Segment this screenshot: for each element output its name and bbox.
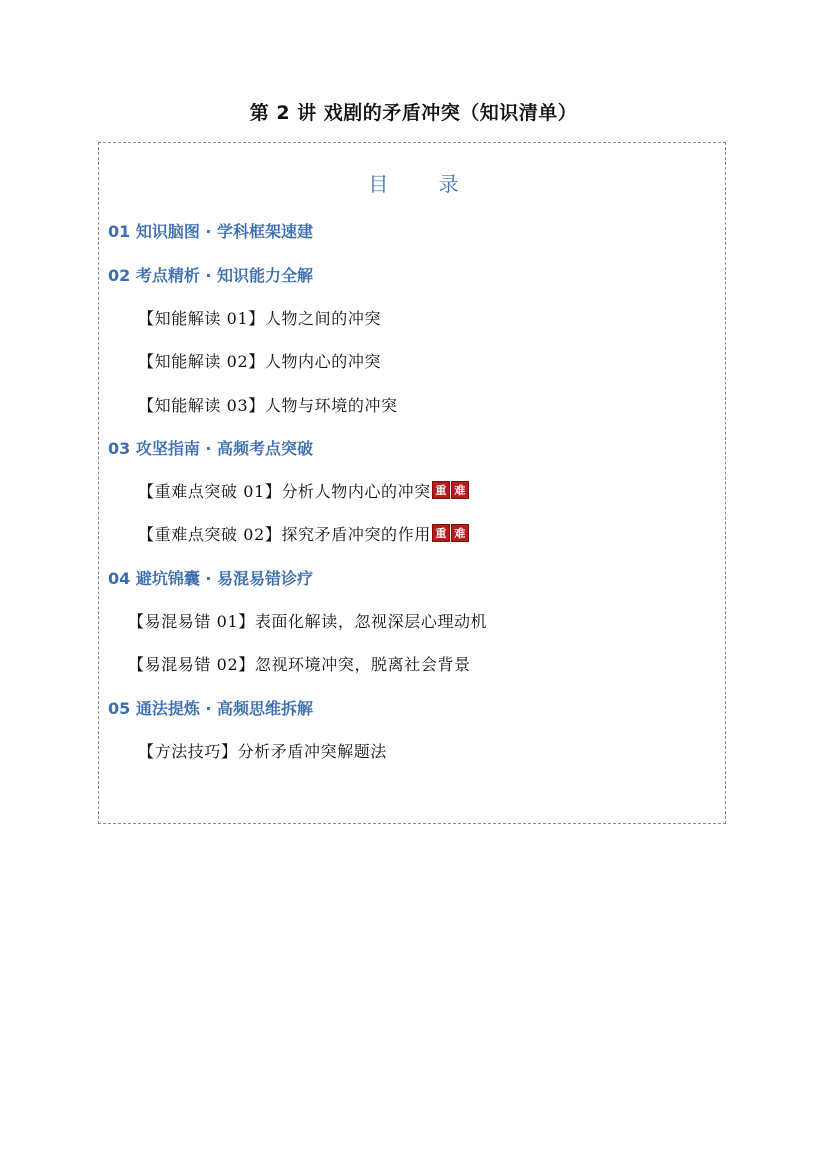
toc-item-zhongnan-01[interactable] [138, 479, 469, 502]
toc-section-01[interactable]: 01 知识脑图 · 学科框架速建 [108, 222, 314, 241]
toc-section-02[interactable]: 02 考点精析 · 知识能力全解 [108, 266, 314, 285]
toc-section-04[interactable]: 04 避坑锦囊 · 易混易错诊疗 [108, 569, 314, 588]
toc-item-label: 【重难点突破 01】分析人物内心的冲突 [138, 482, 431, 501]
toc-item-zhineng-01[interactable]: 【知能解读 01】人物之间的冲突 [138, 309, 382, 328]
nan-badge: 难 [451, 481, 469, 499]
toc-item-zhongnan-02[interactable] [138, 522, 469, 545]
toc-section-03[interactable]: 03 攻坚指南 · 高频考点突破 [108, 439, 314, 458]
toc-item-zhineng-02[interactable]: 【知能解读 02】人物内心的冲突 [138, 352, 382, 371]
toc-heading: 目 录 [368, 172, 481, 196]
toc-item-zhineng-03[interactable]: 【知能解读 03】人物与环境的冲突 [138, 396, 398, 415]
toc-item-yihun-01[interactable]: 【易混易错 01】表面化解读，忽视深层心理动机 [128, 612, 488, 631]
page-title: 第 2 讲 戏剧的矛盾冲突（知识清单） [249, 102, 578, 124]
toc-item-fangfa[interactable]: 【方法技巧】分析矛盾冲突解题法 [138, 742, 388, 761]
toc-item-label: 【重难点突破 02】探究矛盾冲突的作用 [138, 525, 431, 544]
zhong-badge: 重 [432, 481, 450, 499]
toc-section-05[interactable]: 05 通法提炼 · 高频思维拆解 [108, 699, 314, 718]
nan-badge: 难 [451, 524, 469, 542]
zhong-badge: 重 [432, 524, 450, 542]
toc-item-yihun-02[interactable]: 【易混易错 02】忽视环境冲突，脱离社会背景 [128, 655, 471, 674]
